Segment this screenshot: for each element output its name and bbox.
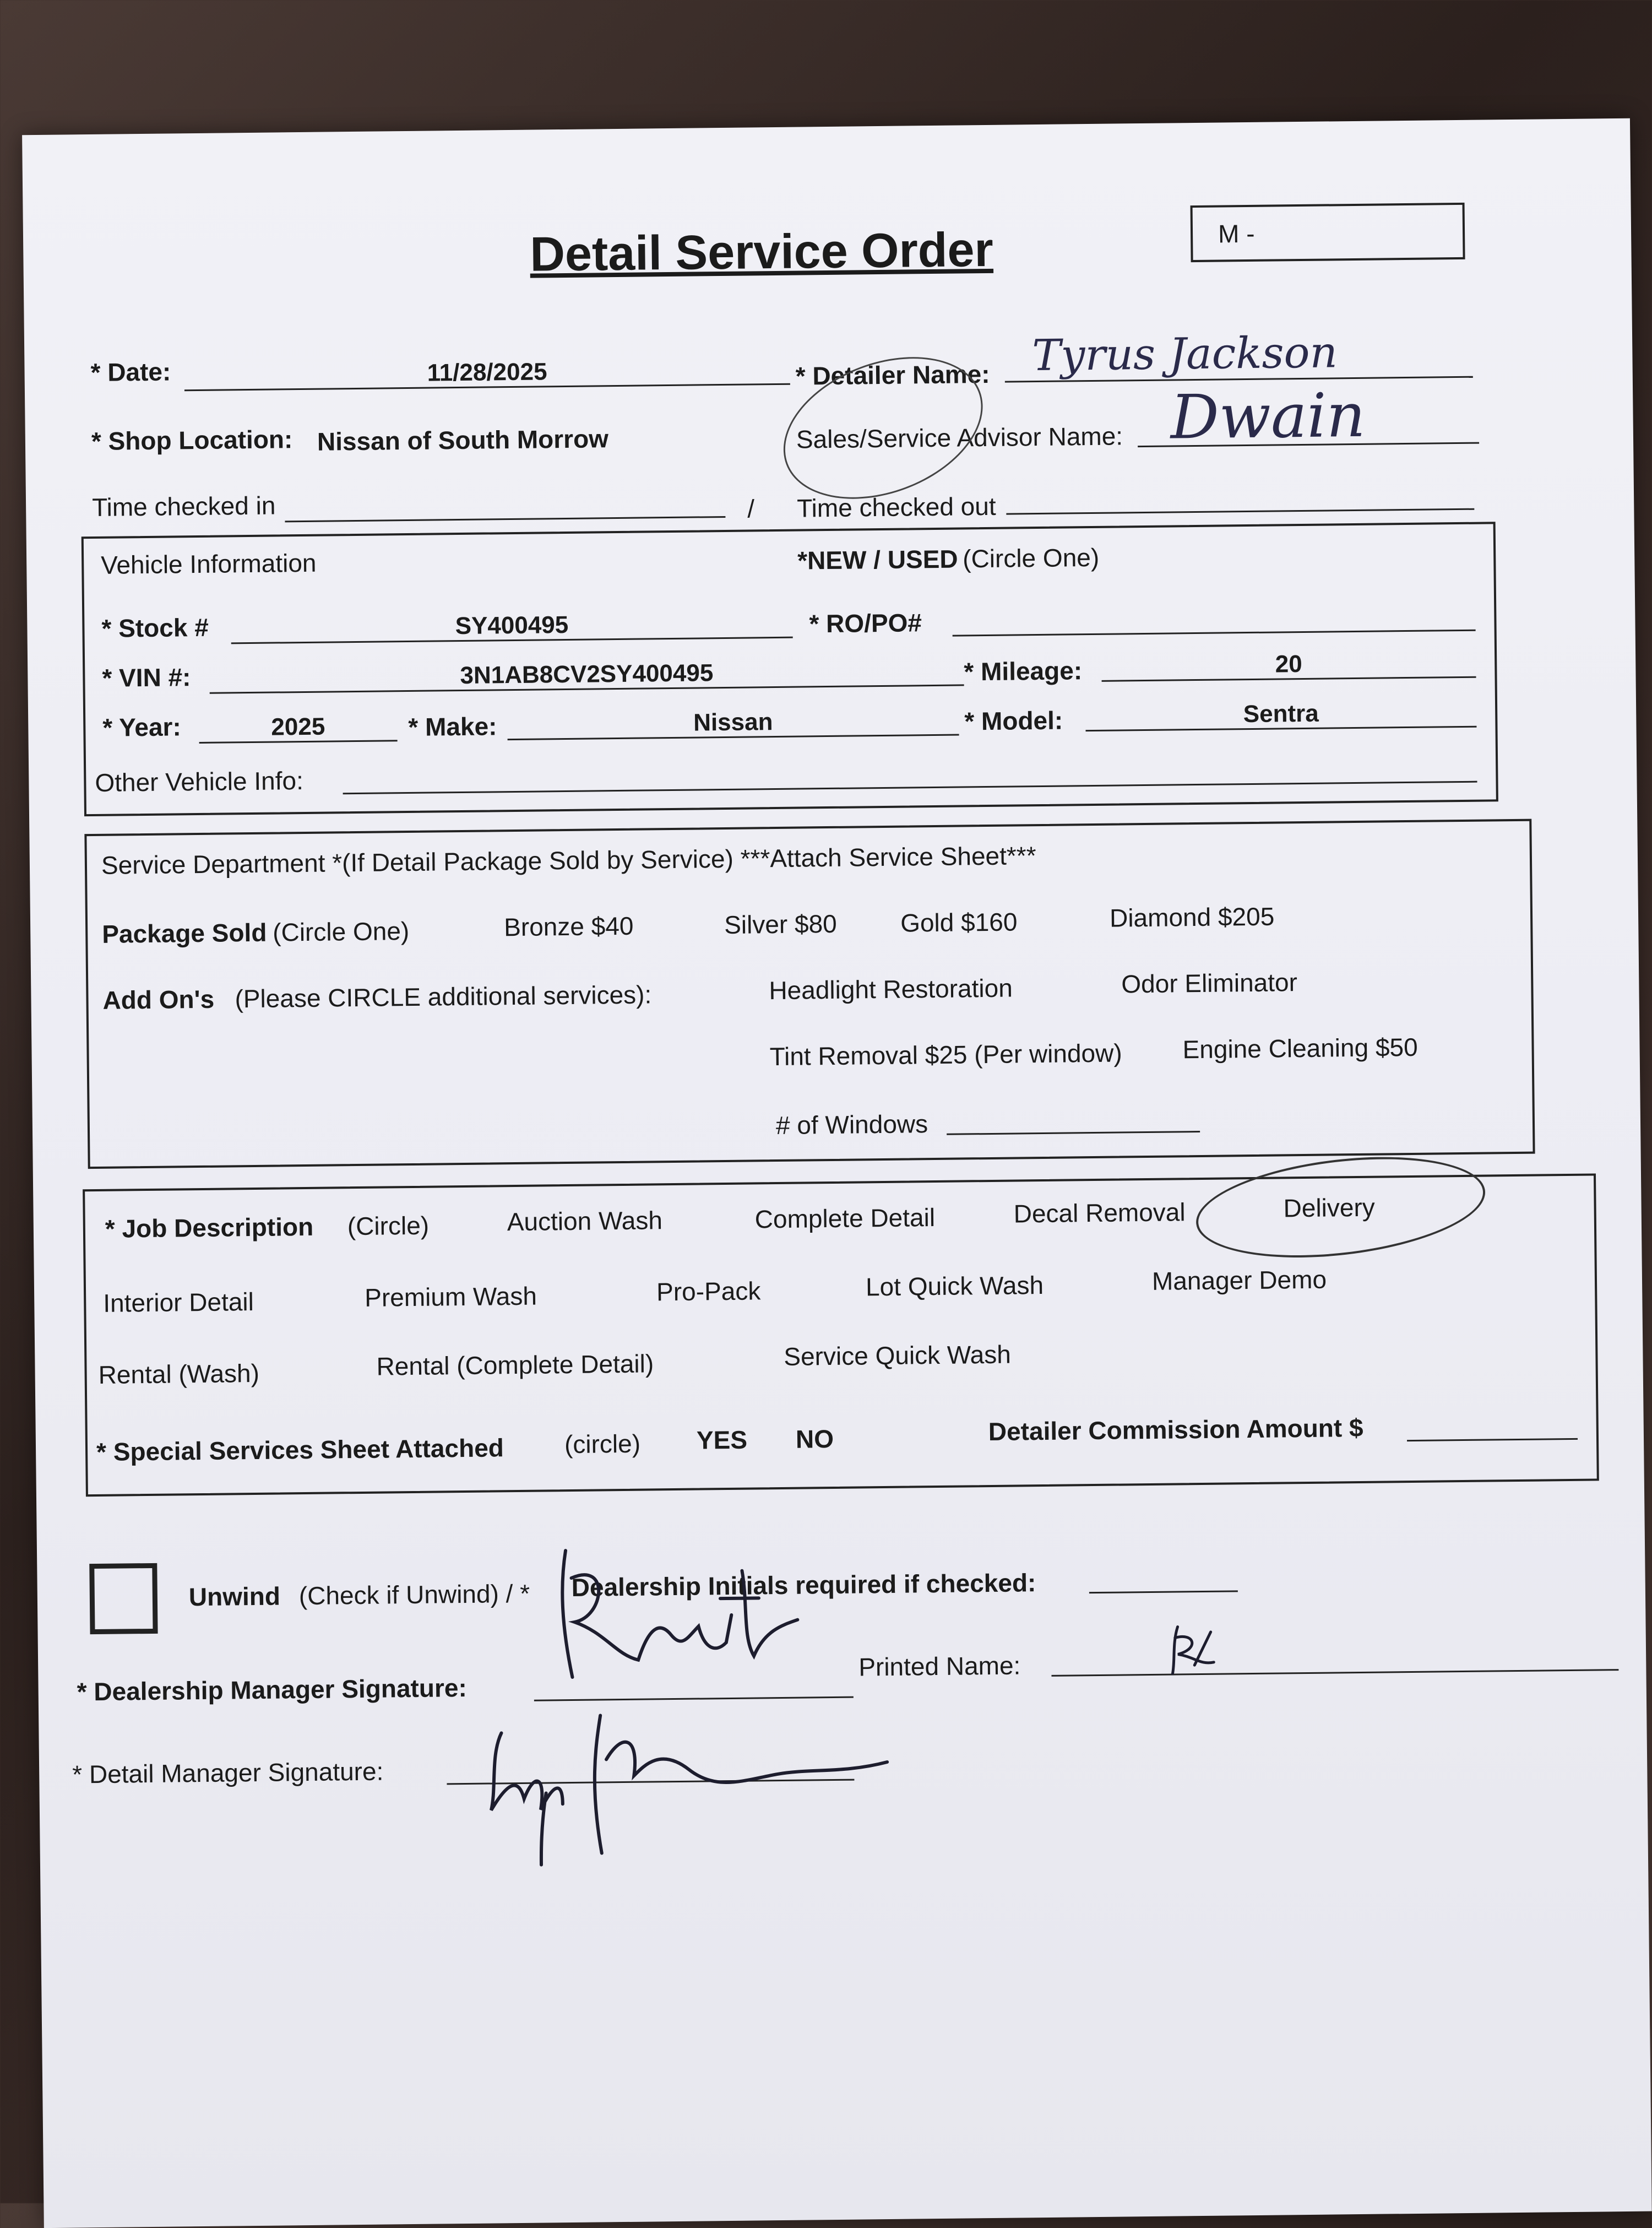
new-used-hint: (Circle One) (962, 543, 1100, 573)
job-description-label: * Job Description (105, 1212, 314, 1243)
shop-location-value: Nissan of South Morrow (317, 424, 609, 456)
model-value: Sentra (1243, 700, 1319, 728)
service-department-heading: Service Department *(If Detail Package Sold by Service) ***Attach Service Sheet*** (101, 841, 1036, 880)
job-rental-complete-detail[interactable]: Rental (Complete Detail) (376, 1349, 654, 1381)
make-value: Nissan (693, 708, 773, 736)
time-separator: / (747, 494, 755, 523)
addon-odor-eliminator[interactable]: Odor Eliminator (1121, 968, 1298, 999)
unwind-label: Unwind (188, 1581, 281, 1612)
add-ons-hint: (Please CIRCLE additional services): (235, 980, 652, 1013)
commission-amount-label: Detailer Commission Amount $ (988, 1413, 1363, 1446)
vin-value: 3N1AB8CV2SY400495 (460, 659, 714, 690)
addon-headlight-restoration[interactable]: Headlight Restoration (769, 973, 1013, 1005)
make-label: * Make: (408, 712, 497, 742)
job-interior-detail[interactable]: Interior Detail (103, 1287, 254, 1318)
time-in-line[interactable] (285, 516, 725, 522)
package-bronze[interactable]: Bronze $40 (503, 911, 634, 942)
job-premium-wash[interactable]: Premium Wash (364, 1281, 537, 1312)
windows-count-label: # of Windows (775, 1109, 928, 1140)
job-decal-removal[interactable]: Decal Removal (1013, 1197, 1186, 1228)
date-value: 11/28/2025 (427, 358, 547, 387)
special-services-hint: (circle) (564, 1429, 641, 1459)
special-services-no[interactable]: NO (795, 1424, 834, 1454)
advisor-name-label: Sales/Service Advisor Name: (796, 421, 1123, 454)
year-value: 2025 (271, 713, 325, 741)
job-manager-demo[interactable]: Manager Demo (1151, 1265, 1327, 1295)
addon-engine-cleaning[interactable]: Engine Cleaning $50 (1182, 1032, 1418, 1064)
ro-po-label: * RO/PO# (809, 608, 922, 638)
model-label: * Model: (964, 706, 1063, 736)
job-description-hint: (Circle) (347, 1211, 430, 1241)
year-label: * Year: (102, 712, 182, 742)
form-title: Detail Service Order (529, 221, 994, 281)
vehicle-info-heading: Vehicle Information (100, 548, 317, 579)
package-gold[interactable]: Gold $160 (900, 907, 1018, 937)
detail-manager-signature-label: * Detail Manager Signature: (72, 1757, 384, 1789)
mileage-label: * Mileage: (964, 656, 1083, 686)
unwind-checkbox[interactable] (89, 1563, 157, 1634)
package-diamond[interactable]: Diamond $205 (1109, 902, 1275, 933)
job-pro-pack[interactable]: Pro-Pack (656, 1276, 761, 1307)
package-sold-hint: (Circle One) (272, 917, 410, 947)
date-label: * Date: (90, 357, 171, 387)
job-auction-wash[interactable]: Auction Wash (507, 1206, 663, 1237)
addon-tint-removal[interactable]: Tint Removal $25 (Per window) (769, 1038, 1122, 1071)
dealership-initials-line[interactable] (1089, 1590, 1238, 1593)
job-rental-wash[interactable]: Rental (Wash) (98, 1358, 260, 1389)
special-services-label: * Special Services Sheet Attached (96, 1433, 504, 1467)
dealership-manager-signature-label: * Dealership Manager Signature: (77, 1673, 468, 1706)
vin-label: * VIN #: (102, 663, 191, 692)
detailer-name-label: * Detailer Name: (795, 359, 990, 391)
time-out-line[interactable] (1006, 508, 1474, 515)
printed-name-label: Printed Name: (858, 1651, 1021, 1682)
printed-name-initials (1161, 1621, 1227, 1682)
time-out-label: Time checked out (796, 491, 996, 523)
stock-value: SY400495 (455, 611, 569, 640)
other-vehicle-info-label: Other Vehicle Info: (95, 766, 304, 797)
dealership-initials-label: Dealership Initials required if checked: (571, 1568, 1036, 1602)
mileage-value: 20 (1275, 650, 1302, 678)
dealership-manager-signature (521, 1537, 809, 1721)
special-services-yes[interactable]: YES (696, 1425, 748, 1455)
shop-location-label: * Shop Location: (91, 425, 293, 456)
service-order-sheet (22, 118, 1652, 2228)
package-silver[interactable]: Silver $80 (724, 909, 837, 940)
order-number-prefix: M - (1218, 219, 1255, 248)
advisor-name-handwritten: Dwain (1170, 380, 1366, 453)
detail-manager-signature (457, 1695, 954, 1877)
new-used-label: *NEW / USED (797, 544, 958, 575)
stock-label: * Stock # (101, 612, 209, 643)
add-ons-label: Add On's (102, 984, 215, 1015)
unwind-hint: (Check if Unwind) / * (298, 1579, 530, 1611)
job-complete-detail[interactable]: Complete Detail (754, 1203, 936, 1234)
printed-name-line[interactable] (1051, 1669, 1618, 1677)
job-delivery[interactable]: Delivery (1283, 1192, 1376, 1223)
time-in-label: Time checked in (91, 491, 276, 522)
detailer-name-handwritten: Tyrus Jackson (1031, 328, 1338, 381)
job-lot-quick-wash[interactable]: Lot Quick Wash (865, 1270, 1044, 1302)
job-service-quick-wash[interactable]: Service Quick Wash (784, 1340, 1012, 1371)
package-sold-label: Package Sold (102, 918, 267, 948)
